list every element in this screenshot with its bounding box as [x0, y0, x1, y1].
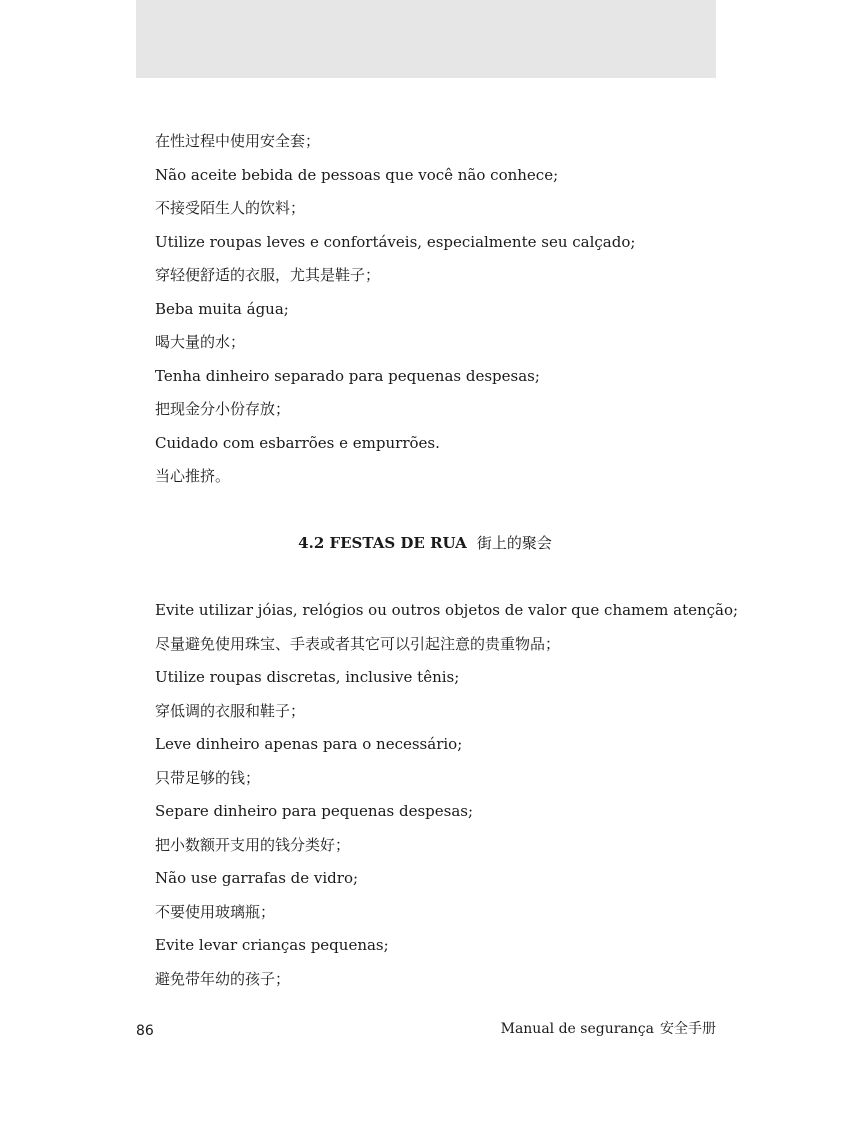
- text-line: 避免带年幼的孩子；: [155, 970, 291, 988]
- text-line: Evite utilizar jóias, relógios ou outros objetos de valor que chamem atenção;: [155, 601, 739, 619]
- text-line: Não aceite bebida de pessoas que você não conhece;: [155, 166, 559, 184]
- text-line: 把现金分小份存放；: [155, 400, 291, 418]
- text-line: Beba muita água;: [155, 300, 289, 318]
- text-line: 把小数额开支用的钱分类好；: [155, 836, 351, 854]
- text-line: 在性过程中使用安全套；: [155, 132, 321, 150]
- text-line: Evite levar crianças pequenas;: [155, 936, 389, 954]
- header-band: [136, 0, 716, 78]
- text-line: 尽量避免使用珠宝、手表或者其它可以引起注意的贵重物品；: [155, 635, 561, 653]
- text-line: 穿轻便舒适的衣服，尤其是鞋子；: [155, 266, 381, 284]
- text-line: Leve dinheiro apenas para o necessário;: [155, 735, 463, 753]
- footer-title: Manual de segurança: [500, 1021, 654, 1037]
- text-line: Cuidado com esbarrões e empurrões.: [155, 434, 440, 452]
- text-line: 喝大量的水；: [155, 333, 246, 351]
- text-line: 不接受陌生人的饮料；: [155, 199, 306, 217]
- footer-title-chinese: 安全手册: [660, 1021, 716, 1037]
- section-heading: [0, 533, 850, 553]
- section-title-chinese: 街上的聚会: [476, 534, 552, 552]
- text-line: Separe dinheiro para pequenas despesas;: [155, 802, 474, 820]
- text-line: 穿低调的衣服和鞋子；: [155, 702, 306, 720]
- text-line: Utilize roupas discretas, inclusive tênis;: [155, 668, 460, 686]
- text-line: 只带足够的钱；: [155, 769, 261, 787]
- text-line: 当心推挤。: [155, 467, 231, 485]
- text-line: 不要使用玻璃瓶；: [155, 903, 276, 921]
- text-line: Não use garrafas de vidro;: [155, 869, 359, 887]
- page-number: 86: [136, 1023, 154, 1039]
- text-line: Utilize roupas leves e confortáveis, especialmente seu calçado;: [155, 233, 636, 251]
- text-line: Tenha dinheiro separado para pequenas despesas;: [155, 367, 540, 385]
- running-footer: [501, 1019, 716, 1039]
- section-title: 4.2 FESTAS DE RUA: [298, 534, 467, 552]
